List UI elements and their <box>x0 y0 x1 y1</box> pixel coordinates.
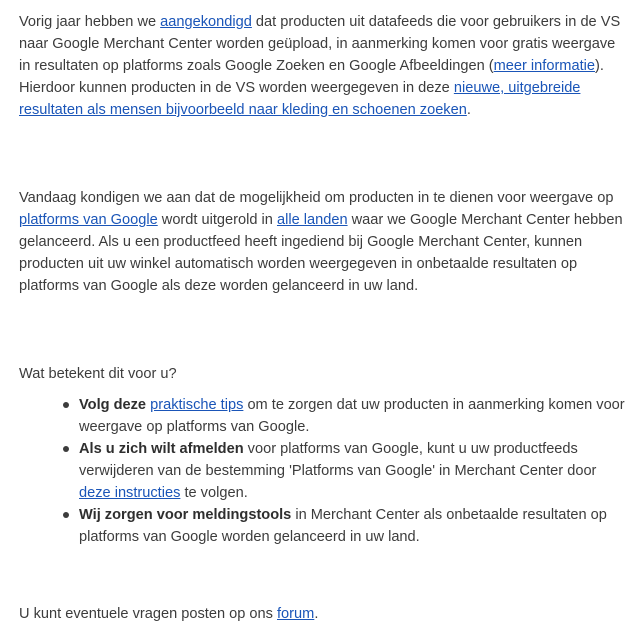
text-segment: Vorig jaar hebben we <box>19 14 161 30</box>
text-segment: ). Hierdoor kunnen producten in de VS worden weergegeven in deze <box>19 58 604 96</box>
question-paragraph: Wat betekent dit voor u? <box>19 366 177 382</box>
text-segment: . <box>314 606 319 622</box>
forum-link[interactable]: forum <box>277 606 315 622</box>
text-segment: wordt uitgerold in <box>157 212 277 228</box>
more-info-link[interactable]: meer informatie <box>493 58 595 74</box>
bold-lead: Wij zorgen voor meldingstools <box>79 507 292 523</box>
announced-link[interactable]: aangekondigd <box>160 14 252 30</box>
instructions-link[interactable]: deze instructies <box>79 485 181 501</box>
text-segment: . <box>466 102 471 118</box>
text-segment: te volgen. <box>180 485 248 501</box>
text-segment: U kunt eventuele vragen posten op ons <box>19 606 277 622</box>
text-segment: waar we Google Merchant Center hebben gelanceerd. Als u een productfeed heeft ingediend bij Google Merchant Center, kunnen producten uit uw winkel automatisch worden weergegeven in onbetaalde resultaten op platforms van Google als deze worden gelanceerd in uw land. <box>19 212 623 294</box>
new-results-link[interactable]: nieuwe, uitgebreide resultaten als mensen bijvoorbeeld naar kleding en schoenen zoeken <box>19 80 581 118</box>
bold-lead: Volg deze <box>79 397 147 413</box>
text-segment: dat producten uit datafeeds die voor gebruikers in de VS naar Google Merchant Center worden geüpload, in aanmerking komen voor gratis weergave in resultaten op platforms zoals Google Zoeken en Google Afbeeldingen ( <box>19 14 621 74</box>
google-platforms-link[interactable]: platforms van Google <box>19 212 158 228</box>
list-item <box>79 394 627 438</box>
text-segment: Vandaag kondigen we aan dat de mogelijkheid om producten in te dienen voor weergave op <box>19 190 614 206</box>
text-segment: om te zorgen dat uw producten in aanmerking komen voor weergave op platforms van Google. <box>79 397 625 435</box>
bold-lead: Als u zich wilt afmelden <box>79 441 244 457</box>
all-countries-link[interactable]: alle landen <box>276 212 348 228</box>
bullet-list <box>19 394 627 548</box>
text-segment: voor platforms van Google, kunt u uw productfeeds verwijderen van de bestemming 'Platforms van Google' in Merchant Center door <box>79 441 597 479</box>
practical-tips-link[interactable]: praktische tips <box>150 397 244 413</box>
announcement-paragraph <box>19 187 627 297</box>
intro-paragraph <box>19 11 627 121</box>
closing-paragraph <box>19 603 627 625</box>
list-item <box>79 504 627 548</box>
list-item <box>79 438 627 504</box>
text-segment: in Merchant Center als onbetaalde resultaten op platforms van Google worden gelanceerd in uw land. <box>79 507 607 545</box>
